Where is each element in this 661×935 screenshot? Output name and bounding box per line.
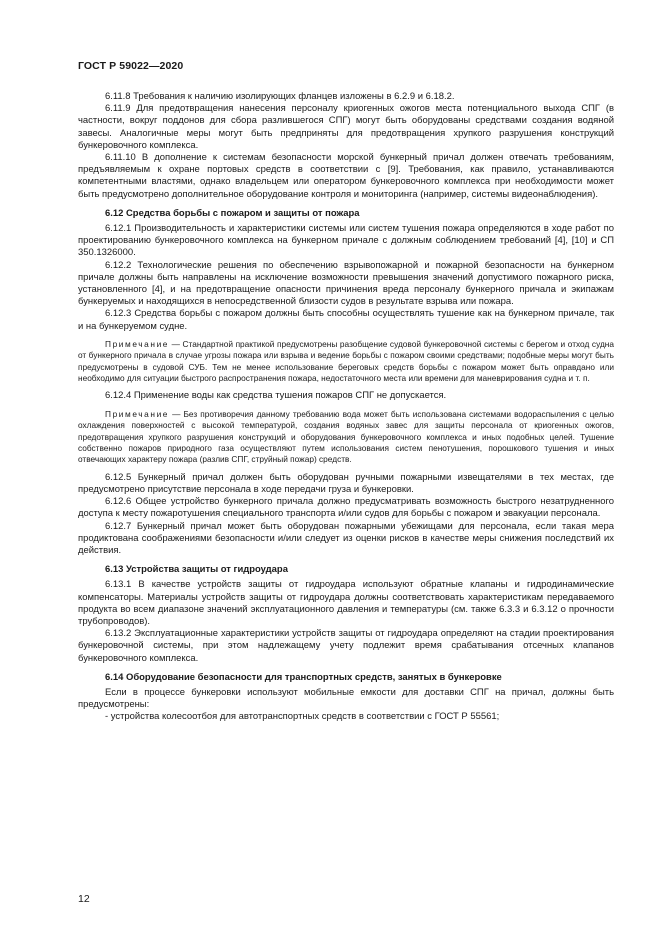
- paragraph-6-12-4: 6.12.4 Применение воды как средства тушения пожаров СПГ не допускается.: [105, 390, 447, 402]
- paragraph-6-11-10: 6.11.10 В дополнение к системам безопасности морской бункерный причал должен отвечать требованиям, предъявляемым к охране портовых средств в соответствии с [9]. Требования, как правило, устанавливаются компетентными властями, однако владельцем или оператором бункеровочного комплекса при необходимости может быть предусмотрено дополнительное оборудование контроля и мониторинга (например, системы видеонаблюдения).: [78, 152, 614, 200]
- paragraph-6-13-2: 6.13.2 Эксплуатационные характеристики устройств защиты от гидроудара определяют на стадии проектирования бункеровочной системы, при этом надлежащему учету подлежит время срабатывания отсечных клапанов бункеровочного комплекса.: [78, 628, 614, 664]
- paragraph-6-11-9: 6.11.9 Для предотвращения нанесения персоналу криогенных ожогов места потенциального выхода СПГ (в частности, вокруг поддонов для сбора разлившегося СПГ) могут быть оборудованы средствами создания водяной завесы. Аналогичные меры могут быть предприняты для предотвращения хрупкого разрушения конструкций бункеровочного комплекса.: [78, 103, 614, 151]
- paragraph-6-12-5: 6.12.5 Бункерный причал должен быть оборудован ручными пожарными извещателями в тех местах, где предусмотрено присутствие персонала в ходе передачи груза и бункеровки.: [78, 471, 614, 495]
- paragraph-6-12-6: 6.12.6 Общее устройство бункерного причала должно предусматривать возможность быстрого незатрудненного доступа к месту пожаротушения специального транспорта и/или судов для борьбы с пожаром и эвакуации персонала.: [78, 496, 614, 520]
- note-text: — Стандартной практикой предусмотрены разобщение судовой бункеровочной системы с берегом и отход судна от бункерного причала в случае угрозы пожара или взрыва и ведение борьбы с пожаром своими средствами; подобные меры могут быть предусмотрены в судовой СУБ. Тем не менее использование береговых средств борьбы с пожаром может быть оправдано или необходимо для ситуации быстрого распространения пожара, недостаточного места или времени для маневрирования судна и т. п.: [78, 338, 614, 384]
- standard-header: ГОСТ Р 59022—2020: [78, 60, 184, 72]
- section-heading-6-12: 6.12 Средства борьбы с пожаром и защиты от пожара: [105, 207, 360, 219]
- note-6-12-3: [78, 339, 614, 385]
- note-6-12-4: [78, 409, 614, 466]
- paragraph-6-11-8: 6.11.8 Требования к наличию изолирующих фланцев изложены в 6.2.9 и 6.18.2.: [105, 91, 455, 102]
- section-heading-6-14: 6.14 Оборудование безопасности для транспортных средств, занятых в бункеровке: [105, 671, 502, 683]
- paragraph-6-12-7: 6.12.7 Бункерный причал может быть оборудован пожарными убежищами для персонала, если такая мера продиктована соображениями безопасности и/или следует из оценки рисков в качестве меры снижения последствий их действия.: [78, 520, 614, 556]
- paragraph-6-14-intro: Если в процессе бункеровки используют мобильные емкости для доставки СПГ на причал, должны быть предусмотрены:: [78, 686, 614, 711]
- page-number: 12: [78, 893, 90, 905]
- document-body: [78, 91, 614, 724]
- list-item-6-14-1: - устройства колесоотбоя для автотранспортных средств в соответствии с ГОСТ Р 55561;: [105, 711, 500, 723]
- note-text: — Без противоречия данному требованию вода может быть использована системами водораспыления с целью охлаждения поверхностей с высокой температурой, создания водяных завес для защиты персонала от криогенных ожогов, предотвращения хрупкого разрушения конструкций и оборудования бункеровочного комплекса и иных подобных целей. Тушение собственно пожаров природного газа осуществляют путем использования систем пенотушения, порошкового тушения и иных отвечающих характеру пожара (разлив СПГ, струйный пожар) средств.: [78, 408, 614, 465]
- paragraph-6-13-1: 6.13.1 В качестве устройств защиты от гидроудара используют обратные клапаны и гидродинамические компенсаторы. Материалы устройств защиты от гидроудара должны соответствовать характеристикам передаваемого продукта во всем диапазоне значений эксплуатационного давления и температуры (см. также 6.3.3 и 6.3.12 о прочности трубопроводов).: [78, 579, 614, 627]
- section-heading-6-13: 6.13 Устройства защиты от гидроудара: [105, 564, 288, 576]
- paragraph-6-12-2: 6.12.2 Технологические решения по обеспечению взрывопожарной и пожарной безопасности на бункерном причале должны быть направлены на исключение возможности превышения значений допустимого пожарного риска, установленного [4], и на предотвращение опасности причинения вреда персоналу бункерного причала и экипажам бункеруемых и находящихся в непосредственной близости судов в результате взрыва или пожара.: [78, 259, 614, 308]
- note-label: Примечание: [105, 338, 170, 349]
- note-label: Примечание: [105, 408, 170, 419]
- paragraph-6-12-3: 6.12.3 Средства борьбы с пожаром должны быть способны осуществлять тушение как на бункерном причале, так и на бункеруемом судне.: [78, 308, 614, 332]
- paragraph-6-12-1: 6.12.1 Производительность и характеристики системы или систем тушения пожара определяются в ходе работ по проектированию бункеровочного комплекса на бункерном причале с должным соблюдением требований [4], [10] и СП 350.1326000.: [78, 223, 614, 259]
